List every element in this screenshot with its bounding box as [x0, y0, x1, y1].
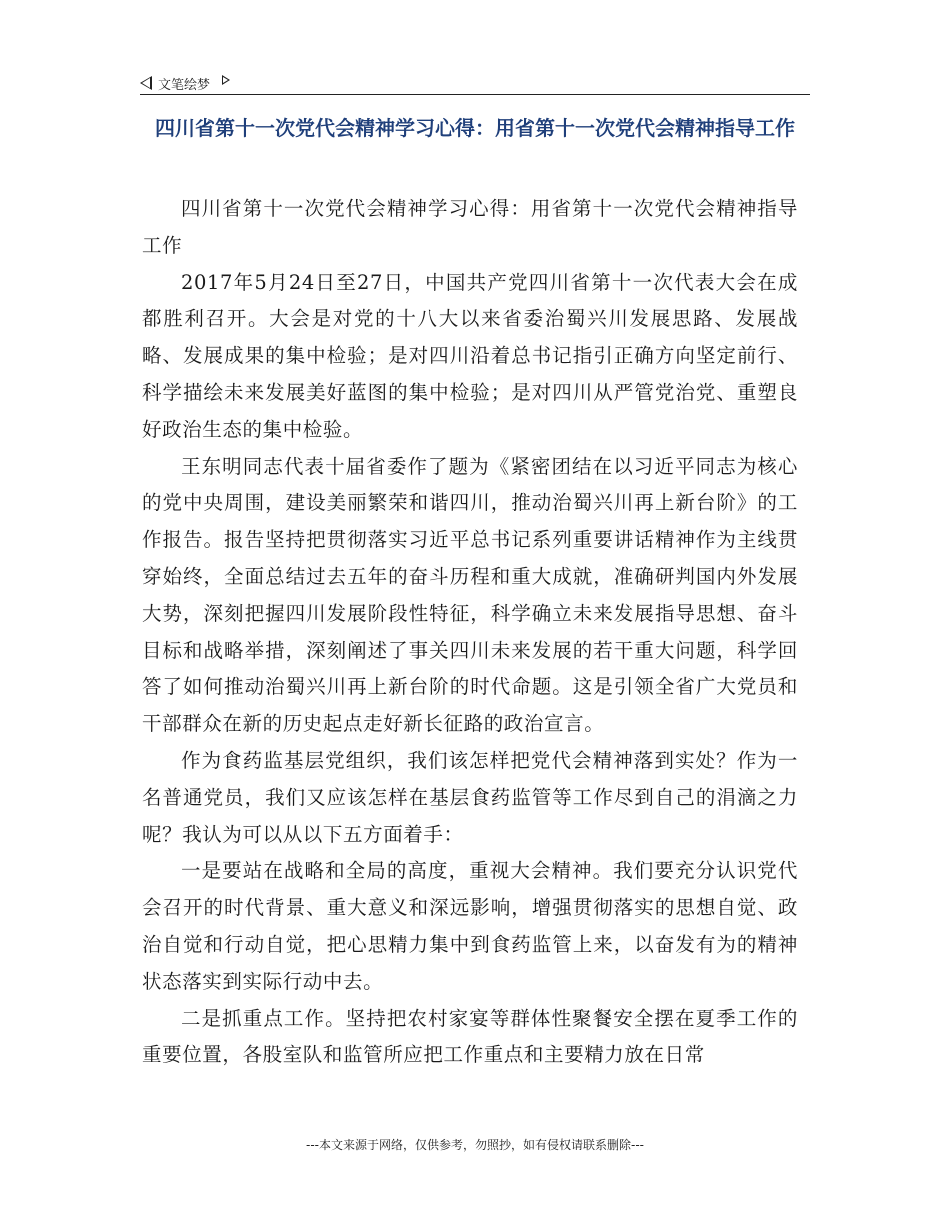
- triangle-right-icon: [222, 75, 230, 85]
- document-body: [142, 191, 798, 1074]
- paragraph: 王东明同志代表十届省委作了题为《紧密团结在以习近平同志为核心的党中央周围，建设美丽繁荣和谐四川，推动治蜀兴川再上新台阶》的工作报告。报告坚持把贯彻落实习近平总书记系列重要讲话精神作为主线贯穿始终，全面总结过去五年的奋斗历程和重大成就，准确研判国内外发展大势，深刻把握四川发展阶段性特征，科学确立未来发展指导思想、奋斗目标和战略举措，深刻阐述了事关四川未来发展的若干重大问题，科学回答了如何推动治蜀兴川再上新台阶的时代命题。这是引领全省广大党员和干部群众在新的历史起点走好新长征路的政治宣言。: [142, 454, 798, 736]
- paragraph: 四川省第十一次党代会精神学习心得：用省第十一次党代会精神指导工作: [142, 197, 798, 257]
- document-title: 四川省第十一次党代会精神学习心得：用省第十一次党代会精神指导工作: [155, 116, 795, 140]
- paragraph: 作为食药监基层党组织，我们该怎样把党代会精神落到实处？作为一名普通党员，我们又应该怎样在基层食药监管等工作尽到自己的涓滴之力呢？我认为可以从以下五方面着手：: [142, 748, 798, 846]
- paragraph: 一是要站在战略和全局的高度，重视大会精神。我们要充分认识党代会召开的时代背景、重大意义和深远影响，增强贯彻落实的思想自觉、政治自觉和行动自觉，把心思精力集中到食药监管上来，以奋发有为的精神状态落实到实际行动中去。: [142, 859, 798, 993]
- footer-disclaimer: ---本文来源于网络，仅供参考，勿照抄，如有侵权请联系删除---: [306, 1138, 644, 1152]
- document-header: [140, 72, 810, 95]
- brand-label: 文笔绘梦: [158, 77, 211, 93]
- paragraph: 2017年5月24日至27日，中国共产党四川省第十一次代表大会在成都胜利召开。大会是对党的十八大以来省委治蜀兴川发展思路、发展战略、发展成果的集中检验；是对四川沿着总书记指引正确方向坚定前行、科学描绘未来发展美好蓝图的集中检验；是对四川从严管党治党、重塑良好政治生态的集中检验。: [142, 270, 798, 441]
- triangle-left-icon: [140, 76, 152, 90]
- paragraph: 二是抓重点工作。坚持把农村家宴等群体性聚餐安全摆在夏季工作的重要位置，各股室队和监管所应把工作重点和主要精力放在日常: [142, 1006, 798, 1067]
